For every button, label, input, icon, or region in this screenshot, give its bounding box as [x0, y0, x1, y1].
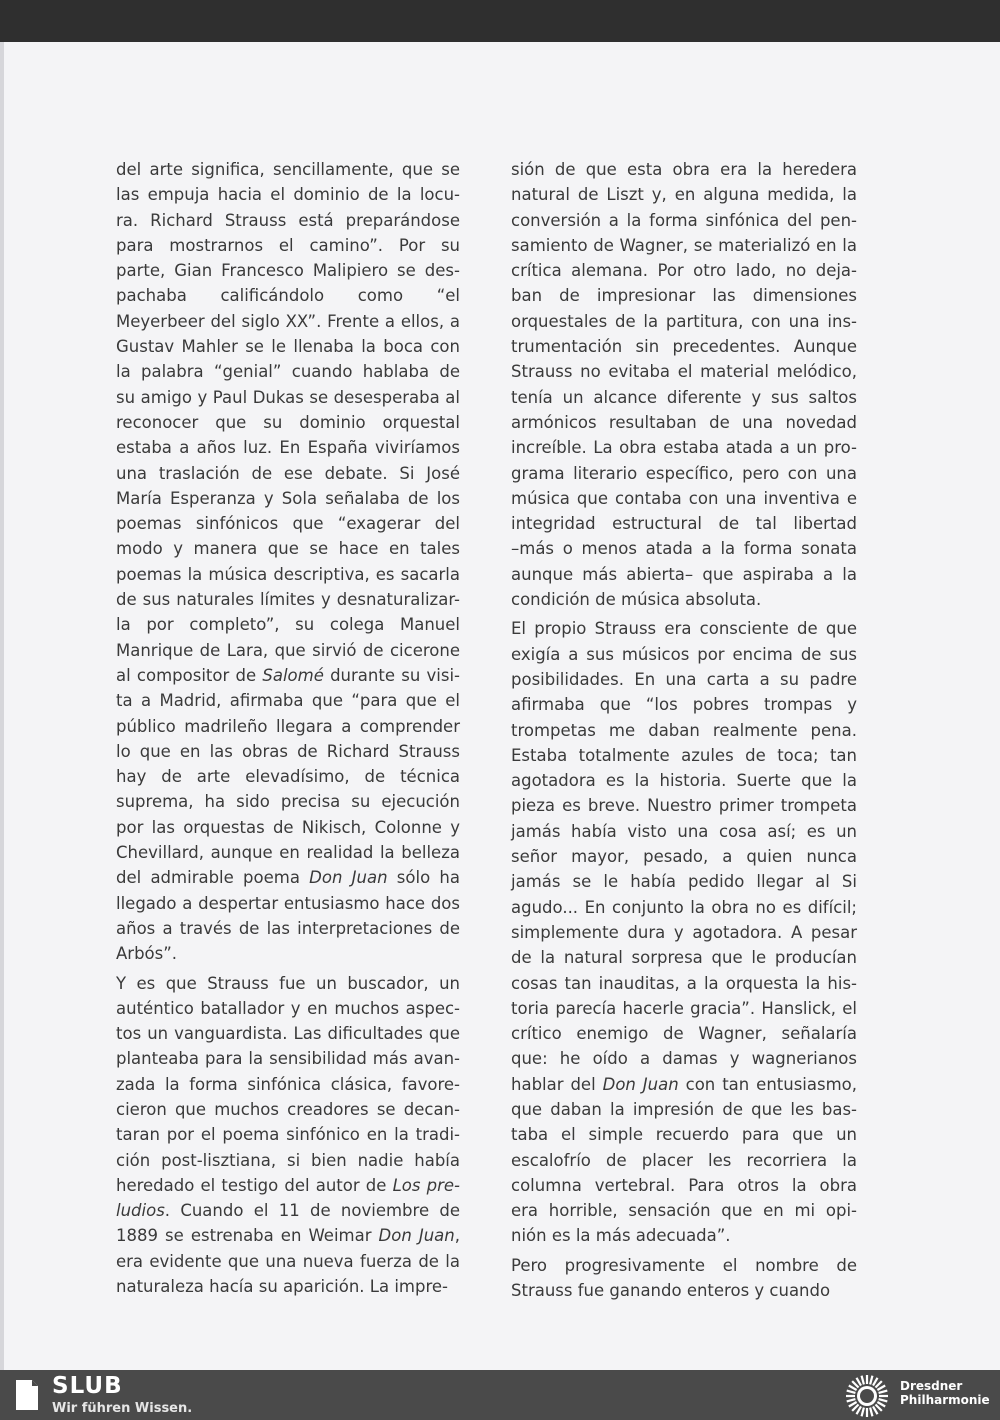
text-run: durante su visi-	[323, 665, 460, 685]
text-line: lo que en las obras de Richard Strauss	[116, 741, 460, 761]
text-line: era horrible, sensación que en mi opi-	[511, 1201, 857, 1221]
text-line: columna vertebral. Para otros la obra	[511, 1175, 857, 1195]
text-line: reconocer que su dominio orquestal	[116, 412, 460, 432]
paragraph	[511, 157, 857, 612]
right-column	[511, 157, 857, 1303]
text-line: ban de impresionar las dimensiones	[511, 286, 857, 306]
document-page	[0, 42, 1000, 1370]
text-line: las empuja hacia el dominio de la locu-	[116, 185, 460, 205]
text-run: sólo ha	[387, 868, 460, 888]
logo-ray	[847, 1391, 856, 1393]
text-line: Y es que Strauss fue un buscador, un	[116, 973, 460, 993]
logo-ray	[849, 1402, 857, 1407]
text-line: su amigo y Paul Dukas se desesperaba al	[116, 387, 460, 407]
text-line: cosas tan inauditas, a la orquesta la his-	[511, 973, 857, 993]
text-line: jamás se le había pedido llegar al Si	[511, 872, 857, 892]
text-line: la por completo”, su colega Manuel	[116, 615, 460, 635]
text-line	[116, 865, 460, 890]
text-line: orquestales de la partitura, con una ins-	[511, 311, 857, 331]
left-column	[116, 157, 460, 1299]
text-line: María Esperanza y Sola señalaba de los	[116, 488, 460, 508]
text-line: Strauss no evitaba el material melódico,	[511, 362, 857, 382]
text-line: taran por el poema sinfónico en la tradi-	[116, 1125, 460, 1145]
paragraph	[116, 971, 460, 1300]
text-line: naturaleza hacía su aparición. La impre-	[116, 1277, 448, 1297]
text-line: suprema, ha sido precisa su ejecución	[116, 792, 460, 812]
text-line: natural de Liszt y, en alguna medida, la	[511, 185, 857, 205]
text-line: Chevillard, aunque en realidad la belleza	[116, 843, 460, 863]
text-line: por las orquestas de Nikisch, Colonne y	[116, 817, 460, 837]
text-line: pieza es breve. Nuestro primer trompeta	[511, 796, 857, 816]
text-line: ción post-lisztiana, si bien nadie había	[116, 1150, 460, 1170]
logo-ray	[879, 1399, 888, 1401]
logo-ray	[870, 1376, 872, 1385]
text-line: Estaba totalmente azules de toca; tan	[511, 745, 857, 765]
text-line: crítica alemana. Por otro lado, no deja-	[511, 261, 857, 281]
text-line: cieron que muchos creadores se decan-	[116, 1099, 460, 1119]
text-line: pachaba calificándolo como “el	[116, 286, 460, 306]
logo-ray	[862, 1376, 864, 1385]
logo-ray	[857, 1406, 862, 1414]
text-line: trompetas me daban realmente pena.	[511, 720, 857, 740]
text-line: posibilidades. En una carta a su padre	[511, 669, 857, 689]
text-line: Manrique de Lara, que sirvió de cicerone	[116, 640, 460, 660]
text-run: al compositor de	[116, 665, 263, 685]
text-line: tenía un alcance diferente y sus saltos	[511, 387, 857, 407]
logo-ray	[847, 1399, 856, 1401]
text-line: señor mayor, pesado, a quien nunca	[511, 847, 857, 867]
paragraph	[511, 616, 857, 1248]
slub-tagline: Wir führen Wissen.	[52, 1401, 193, 1416]
text-line: nión es la más adecuada”.	[511, 1226, 731, 1246]
text-line: ra. Richard Strauss está preparándose	[116, 210, 460, 230]
logo-ray	[875, 1404, 881, 1410]
logo-ray	[879, 1391, 888, 1393]
text-line: que: he oído a damas y wagnerianos	[511, 1049, 857, 1069]
text-line: Meyerbeer del siglo XX”. Frente a ellos, a	[116, 311, 460, 331]
italic-title: Los pre-	[392, 1175, 460, 1195]
paragraph	[116, 157, 460, 967]
text-line	[116, 1198, 460, 1223]
text-run: hablar del	[511, 1074, 603, 1094]
text-line: taba el simple recuerdo para que un	[511, 1125, 857, 1145]
text-line: parte, Gian Francesco Malipiero se des-	[116, 261, 460, 281]
dresdner-philharmonie-name	[900, 1379, 990, 1407]
text-line: afirmaba que “los pobres trompas y	[511, 695, 857, 715]
logo-ray	[852, 1381, 858, 1387]
text-line: trumentación sin precedentes. Aunque	[511, 337, 857, 357]
text-line	[511, 1072, 857, 1097]
logo-ray	[873, 1378, 878, 1386]
text-run: del admirable poema	[116, 868, 310, 888]
text-line: estaba a años luz. En España viviríamos	[116, 438, 460, 458]
text-line: tos un vanguardista. Las dificultades que	[116, 1024, 460, 1044]
text-line: poemas sinfónicos que “exagerar del	[116, 514, 460, 534]
text-line	[116, 1223, 460, 1248]
text-line: ta a Madrid, afirmaba que “para que el	[116, 691, 460, 711]
text-line: simplemente dura y agotadora. A pesar	[511, 922, 857, 942]
text-line: poemas la música descriptiva, es sacarla	[116, 564, 460, 584]
text-line: Gustav Mahler se le llenaba la boca con	[116, 337, 460, 357]
text-line: hay de arte elevadísimo, de técnica	[116, 767, 460, 787]
italic-title: Don Juan	[309, 868, 388, 888]
logo-ray	[875, 1381, 881, 1387]
text-line: años a través de las interpretaciones de	[116, 918, 460, 938]
text-line: integridad estructural de tal libertad	[511, 514, 857, 534]
logo-ray	[862, 1408, 864, 1417]
text-line: –más o menos atada a la forma sonata	[511, 539, 857, 559]
text-line: del arte significa, sencillamente, que se	[116, 160, 460, 179]
text-line: toria parecía hacerle gracia”. Hanslick, el	[511, 998, 857, 1018]
dp-name-line2: Philharmonie	[900, 1393, 990, 1407]
text-line: conversión a la forma sinfónica del pen-	[511, 210, 857, 230]
text-line: condición de música absoluta.	[511, 590, 762, 610]
text-line: planteaba para la sensibilidad más avan-	[116, 1049, 460, 1069]
italic-title: Don Juan	[378, 1226, 455, 1246]
logo-ray	[852, 1404, 858, 1410]
text-line: auténtico batallador y en muchos aspec-	[116, 998, 460, 1018]
text-line: público madrileño llegara a comprender	[116, 716, 460, 736]
text-run: heredado el testigo del autor de	[116, 1175, 393, 1195]
slub-name: SLUB	[52, 1373, 123, 1399]
text-line: El propio Strauss era consciente de que	[511, 619, 857, 639]
footer-bar	[0, 1370, 1000, 1420]
text-line: Arbós”.	[116, 944, 178, 964]
italic-title: ludios	[116, 1201, 165, 1221]
text-line: jamás había visto una cosa así; es un	[511, 821, 857, 841]
text-line: de sus naturales límites y desnaturalizar-	[116, 590, 460, 610]
logo-ray	[870, 1408, 872, 1417]
text-line: sión de que esta obra era la heredera	[511, 160, 857, 179]
text-line: agudo... En conjunto la obra no es difícil;	[511, 897, 857, 917]
text-line: increíble. La obra estaba atada a un pro-	[511, 438, 857, 458]
text-line: escalofrío de placer les recorriera la	[511, 1150, 857, 1170]
text-line: grama literario específico, pero con una	[511, 463, 857, 483]
text-line: modo y manera que se hace en tales	[116, 539, 460, 559]
text-line	[116, 1173, 460, 1198]
text-line: Pero progresivamente el nombre de	[511, 1255, 857, 1275]
page-edge-shadow	[0, 42, 4, 1370]
text-line: que daban la impresión de que les bas-	[511, 1099, 857, 1119]
text-line: zada la forma sinfónica clásica, favore-	[116, 1074, 460, 1094]
logo-ray	[877, 1402, 885, 1407]
logo-ray	[849, 1386, 857, 1391]
text-line: era evidente que una nueva fuerza de la	[116, 1251, 460, 1271]
text-run: con tan entusiasmo,	[678, 1074, 857, 1094]
text-line: llegado a despertar entusiasmo hace dos	[116, 893, 460, 913]
logo-ray	[873, 1406, 878, 1414]
text-line: para mostrarnos el camino”. Por su	[116, 235, 460, 255]
text-line: exigía a sus músicos por encima de sus	[511, 644, 857, 664]
logo-ray	[877, 1386, 885, 1391]
text-line	[116, 663, 460, 688]
slub-logo-icon	[14, 1378, 40, 1412]
text-line: agotadora es la historia. Suerte que la	[511, 771, 857, 791]
text-line: samiento de Wagner, se materializó en la	[511, 235, 857, 255]
dp-name-line1: Dresdner	[900, 1379, 963, 1393]
text-run: ,	[454, 1226, 460, 1246]
text-line: una traslación de ese debate. Si José	[116, 463, 460, 483]
text-run: 1889 se estrenaba en Weimar	[116, 1226, 379, 1246]
text-run: . Cuando el 11 de noviembre de	[164, 1201, 460, 1221]
text-line: armónicos resultaban de una novedad	[511, 412, 857, 432]
dresdner-philharmonie-logo-icon	[844, 1373, 890, 1419]
text-line: la palabra “genial” cuando hablaba de	[116, 362, 460, 382]
text-line: aunque más abierta– que aspiraba a la	[511, 564, 857, 584]
text-line: de la natural sorpresa que le producían	[511, 948, 857, 968]
italic-title: Don Juan	[602, 1074, 679, 1094]
paragraph	[511, 1253, 857, 1304]
scanner-top-band	[0, 0, 1000, 42]
logo-ray	[857, 1378, 862, 1386]
text-line: Strauss fue ganando enteros y cuando	[511, 1281, 831, 1301]
italic-title: Salomé	[262, 665, 324, 685]
text-line: crítico enemigo de Wagner, señalaría	[511, 1024, 857, 1044]
text-line: música que contaba con una inventiva e	[511, 488, 857, 508]
